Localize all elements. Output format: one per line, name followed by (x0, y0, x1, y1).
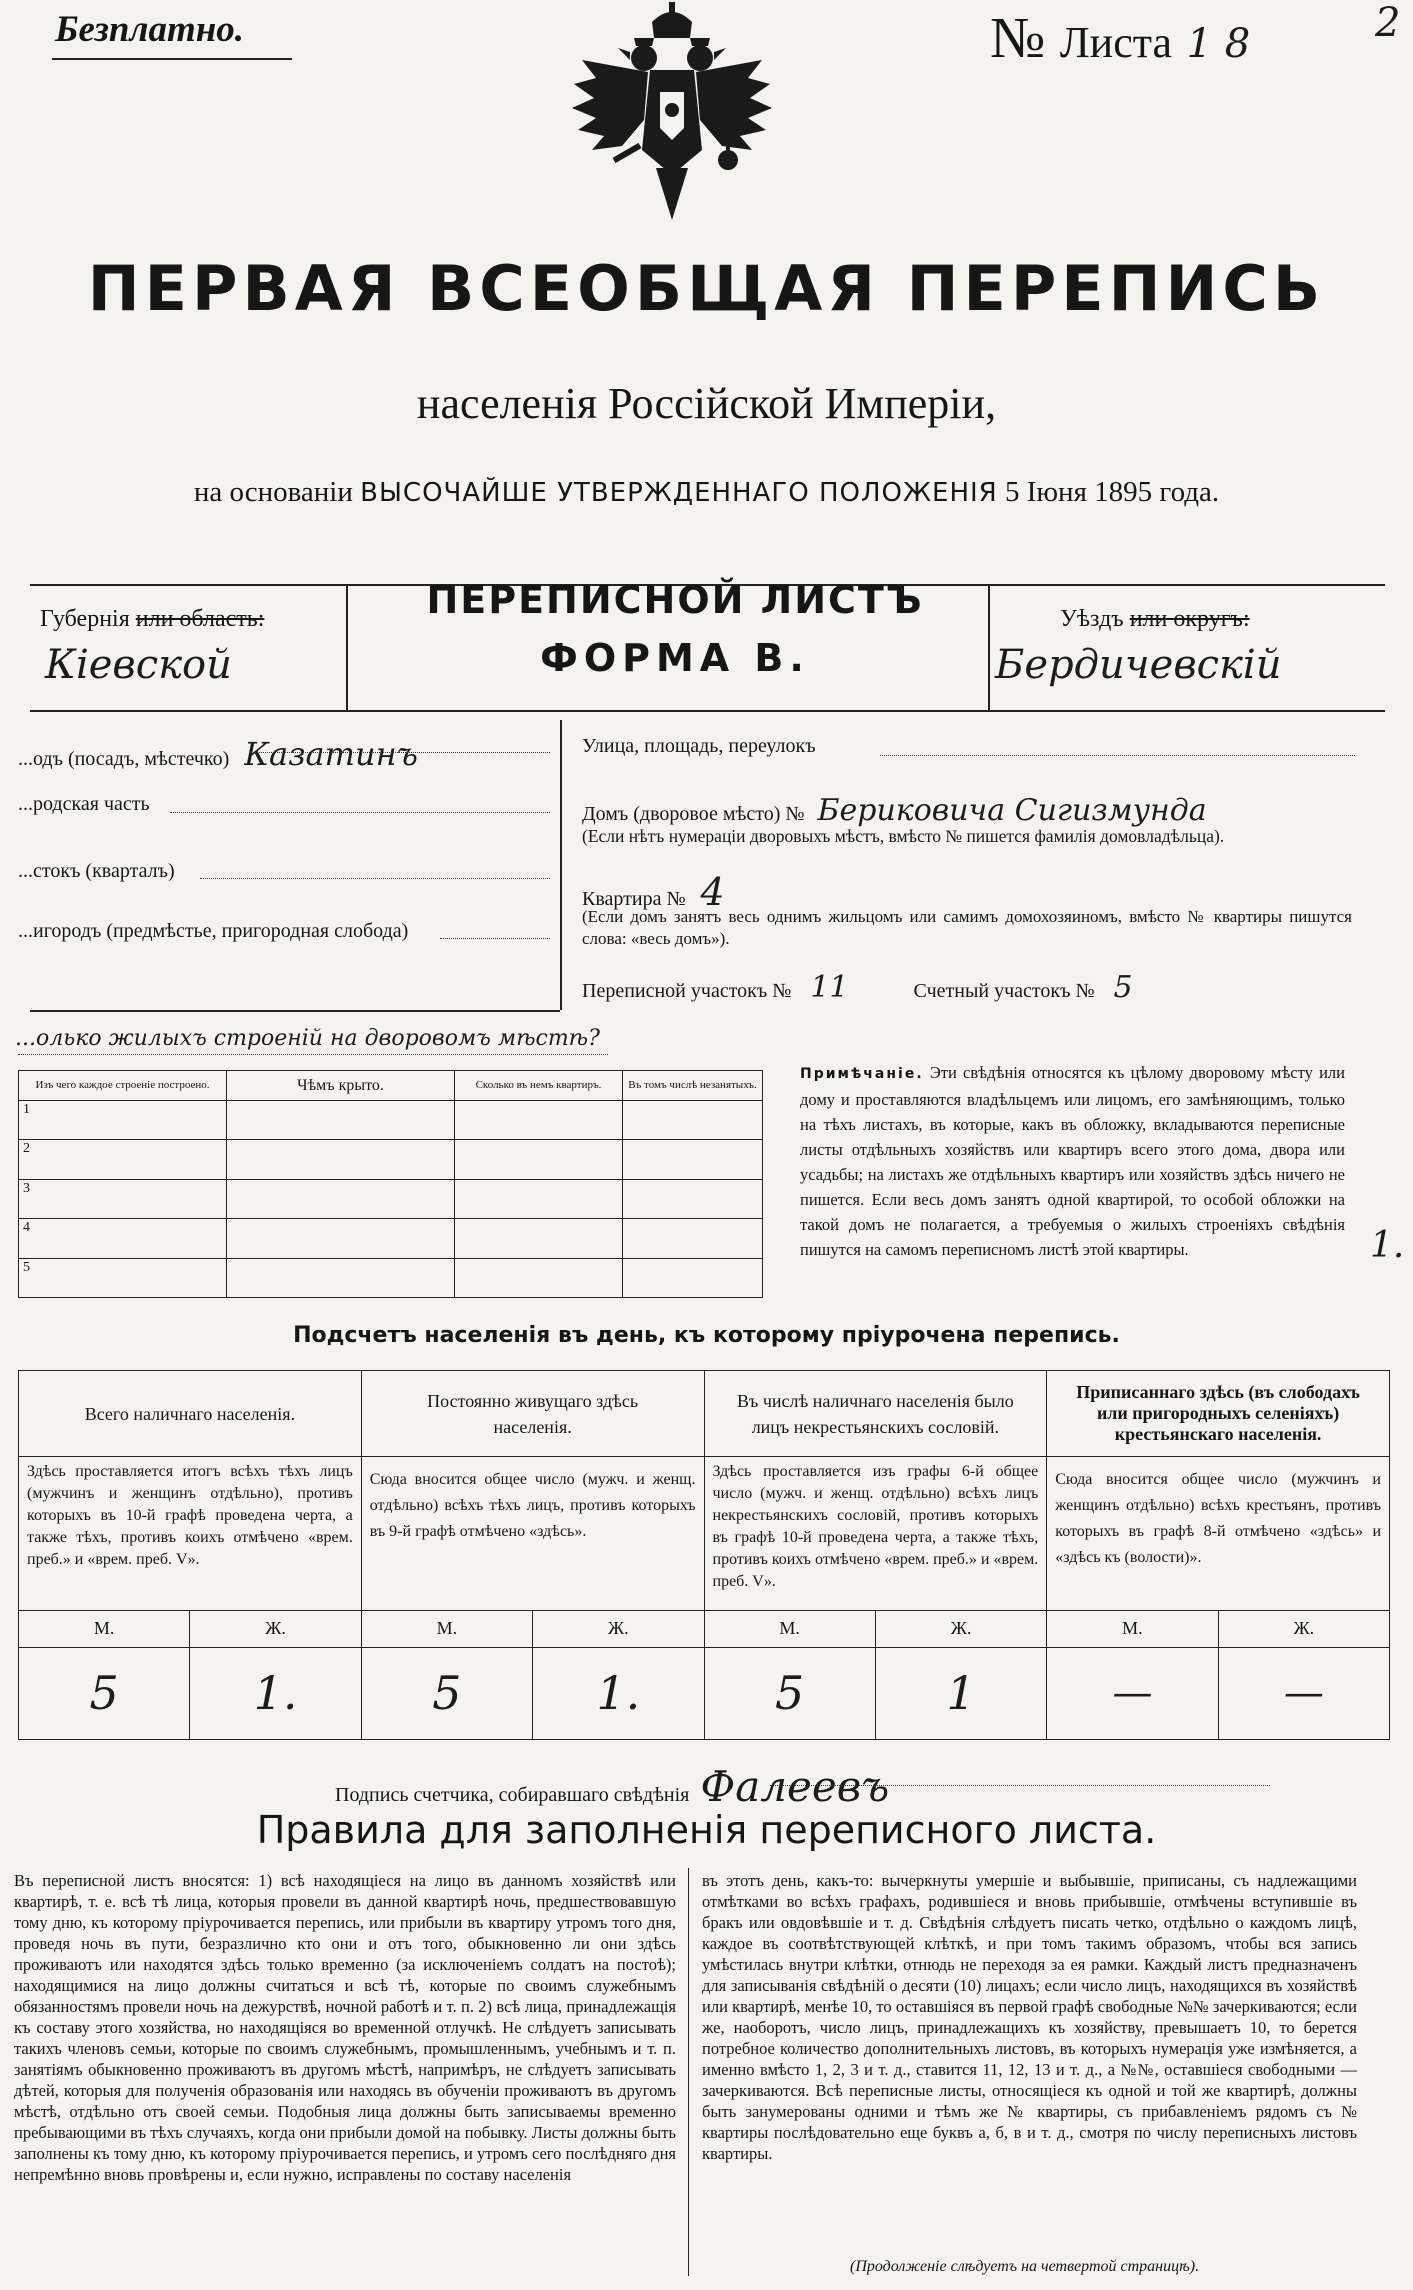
signature-label: Подпись счетчика, собиравшаго свѣдѣнія (335, 1784, 690, 1806)
table-row (19, 1258, 763, 1297)
count-head-permanent: Постоянно живущаго здѣсь населенія. (361, 1371, 704, 1457)
count-desc-peasant: Сюда вносится общее число (мужчинъ и женщинъ отдѣльно) всѣхъ крестьянъ, противъ которыхъ въ графѣ 8-й отмѣчено «здѣсь» и «здѣсь къ (волости)». (1047, 1457, 1390, 1611)
present-female-value: 1. (190, 1647, 361, 1739)
suburb-label: ...игородъ (предмѣстье, пригородная слобода) (18, 920, 409, 942)
nonpeasant-female-value: 1 (875, 1647, 1046, 1739)
buildings-col-roof: Чѣмъ крыто. (227, 1071, 455, 1101)
rules-title: Правила для заполненія переписного листа. (256, 1808, 1157, 1852)
count-table (18, 1370, 1390, 1740)
house-field (582, 793, 1207, 828)
apartment-label: Квартира № (582, 888, 686, 910)
rules-continued: (Продолженіе слѣдуетъ на четвертой страницѣ). (850, 2258, 1200, 2275)
row-number: 3 (19, 1179, 227, 1218)
count-area-value: 5 (1113, 970, 1133, 1005)
legal-basis (0, 476, 1413, 509)
page-subtitle: населенія Россійской Имперіи, (416, 379, 997, 428)
rules-divider (688, 1868, 689, 2276)
province-label: Губернія (40, 606, 130, 632)
signature-underline (770, 1785, 1270, 1786)
page-title: ПЕРВАЯ ВСЕОБЩАЯ ПЕРЕПИСЬ (87, 252, 1326, 325)
free-label: Безплатно. (55, 9, 245, 50)
row-number: 2 (19, 1140, 227, 1179)
census-area-label: Переписной участокъ № (582, 980, 792, 1002)
table-row (19, 1179, 763, 1218)
count-title: Подсчетъ населенія въ день, къ которому пріурочена перепись. (293, 1323, 1120, 1348)
count-head-nonpeasant: Въ числѣ наличнаго населенія было лицъ некрестьянскихъ сословій. (704, 1371, 1047, 1457)
female-label: Ж. (533, 1610, 704, 1647)
female-label: Ж. (875, 1610, 1046, 1647)
row-number: 4 (19, 1219, 227, 1258)
remark-head: Примѣчаніе. (800, 1066, 924, 1082)
census-area-value: 11 (810, 970, 849, 1005)
town-underline (250, 752, 550, 753)
basis-suffix: 5 Іюня 1895 года. (1004, 476, 1220, 508)
apartment-note: (Если домъ занятъ весь однимъ жильцомъ или самимъ домохозяиномъ, вмѣсто № квартиры пишутся слова: «весь домъ»). (582, 907, 1352, 948)
buildings-table (18, 1070, 763, 1298)
buildings-col-material: Изъ чего каждое строеніе построено. (19, 1071, 227, 1101)
basis-caps: ВЫСОЧАЙШЕ УТВЕРЖДЕННАГО ПОЛОЖЕНІЯ (360, 478, 998, 508)
table-row (19, 1219, 763, 1258)
apartment-value: 4 (700, 870, 725, 914)
rules-left-column: Въ переписной листъ вносятся: 1) всѣ находящіеся на лицо въ данномъ хозяйствѣ или квартирѣ, т. е. всѣ тѣ лица, которыя провели въ данной квартирѣ ночь, предшествовавшую тому дню, къ которому пріурочивается перепись, или прибыли въ квартиру утромъ того дня, проведя ночь въ пути, безразлично кто они и отъ того, обыкновенно ли они здѣсь проживаютъ или находятся здѣсь только временно (за исключеніемъ солдатъ на постоѣ); находящимися на лицо должны считаться и всѣ тѣ, которые по своимъ служебнымъ обязанностямъ провели ночь на дежурствѣ, ночной работѣ и т. п. 2) всѣ лица, принадлежащія къ составу этого хозяйства, но находящіяся во временной отлучкѣ. Не слѣдуетъ записывать такихъ членовъ семьи, которые по своимъ служебнымъ, промышленнымъ, учебнымъ и т. п. занятіямъ обыкновенно проживаютъ въ другомъ мѣстѣ, напримѣръ, не слѣдуетъ записывать дѣтей, которыя для полученія образованія или находясь въ обученіи проживаютъ въ другомъ мѣстѣ, отдѣльно отъ своей семьи. Подобныя лица должны быть записываемы временно пребывающими въ тѣхъ случаяхъ, когда они прибыли домой на побывку. Листы должны быть заполнены къ тому дню, къ которому пріурочивается перепись, и утромъ сего послѣдняго дня непремѣнно вновь провѣрены и, если нужно, исправлены по составу населенія (14, 1871, 676, 2184)
male-label: М. (704, 1610, 875, 1647)
male-label: М. (361, 1610, 532, 1647)
signature-value: Фалеевъ (700, 1762, 890, 1811)
town-label: ...одъ (посадъ, мѣстечко) (18, 748, 230, 770)
table-row (19, 1101, 763, 1140)
sheet-value: 1 8 (1186, 21, 1251, 67)
remark-text: Эти свѣдѣнія относятся къ цѣлому дворовому мѣсту или дому и проставляются владѣльцемъ или лицомъ, его замѣняющимъ, только на тѣхъ листахъ, въ которые, какъ въ обложку, вкладываются переписные листы отдѣльныхъ хозяйствъ или квартиръ всего этого дома, двора или усадьбы; на листахъ же отдѣльныхъ квартиръ или хозяйствъ здѣсь ничего не пишется. Если весь домъ занятъ одной квартирой, то особой обложки на такой домъ не полагается, а требуемыя о жилыхъ строеніяхъ свѣдѣнія пишутся на самомъ переписномъ листѣ этой квартиры. (800, 1063, 1345, 1259)
town-part-label: ...родская часть (18, 793, 150, 815)
sheet-form: ФОРМА В. (540, 636, 810, 680)
province-value: Кіевской (45, 642, 232, 688)
district-label: Уѣздъ (1060, 606, 1124, 632)
signature-field (335, 1762, 889, 1811)
female-label: Ж. (190, 1610, 361, 1647)
street-label: Улица, площадь, переулокъ (582, 735, 816, 757)
quarter-label: ...стокъ (кварталъ) (18, 860, 175, 882)
count-head-present: Всего наличнаго населенія. (19, 1371, 362, 1457)
nonpeasant-male-value: 5 (704, 1647, 875, 1739)
census-area-field (582, 970, 1133, 1005)
peasant-female-value: — (1218, 1647, 1389, 1739)
number-sign: № (990, 5, 1046, 70)
rules-right-column: въ этотъ день, какъ-то: вычеркнуты умершіе и выбывшіе, приписаны, съ надлежащими отмѣтками во всѣхъ графахъ, родившіеся и вновь прибывшіе, отмѣчены вступившіе въ бракъ или овдовѣвшіе и т. д. Свѣдѣнія слѣдуетъ писать четко, отдѣльно о каждомъ лицѣ, каждое въ соотвѣтствующей клѣткѣ, и при томъ такимъ образомъ, чтобы вся запись умѣстилась внутри клѣтки, отнюдь не переходя за ея рамки. Каждый листъ предназначенъ для записыванія свѣдѣній о десяти (10) лицахъ; если число лицъ, находящихся въ хозяйствѣ или квартирѣ, менѣе 10, то оставшіяся въ первой графѣ свободные №№ зачеркиваются; если же, наоборотъ, число лицъ, принадлежащихъ къ хозяйству, превышаетъ 10, то берется потребное количество дополнительныхъ листовъ, въ которыхъ нумерація уже измѣняется, а именно вмѣсто 1, 2, 3 и т. д., ставится 11, 12, 13 и т. д., а №№, оставшіеся свободными — зачеркиваются. Всѣ переписные листы, относящіеся къ одной и той же квартирѣ, должны быть занумерованы одними и тѣмъ же № квартиры, съ прибавленіемъ рядомъ съ № квартиры послѣдовательно еще буквъ а, б, в и т. д., смотря по числу переписныхъ листовъ квартиры. (702, 1871, 1357, 2163)
permanent-female-value: 1. (533, 1647, 704, 1739)
header-rule-bottom (30, 710, 1385, 712)
left-fields-bottom (30, 1010, 560, 1012)
peasant-male-value: — (1047, 1647, 1218, 1739)
male-label: М. (19, 1610, 190, 1647)
margin-mark-top: 2 (1375, 0, 1401, 46)
district-label-group (1060, 606, 1250, 633)
buildings-col-apartments: Сколько въ немъ квартиръ. (455, 1071, 623, 1101)
remark (800, 1060, 1345, 1262)
district-struck: или округъ: (1129, 606, 1250, 632)
basis-prefix: на основаніи (193, 476, 353, 508)
free-underline (52, 58, 292, 60)
province-struck: или область: (135, 606, 265, 632)
town-value: Казатинъ (244, 735, 418, 773)
quarter-underline (200, 878, 550, 879)
count-desc-present: Здѣсь проставляется итогъ всѣхъ тѣхъ лицъ (мужчинъ и женщинъ отдѣльно), противъ которыхъ въ 10-й графѣ проведена черта, а также тѣхъ, противъ коихъ отмѣчено «врем. преб.» и «врем. преб. V». (19, 1457, 362, 1611)
margin-mark-remark: 1. (1370, 1225, 1405, 1266)
sheet-label: Листа (1059, 18, 1173, 67)
table-row (19, 1140, 763, 1179)
province-label-group (40, 606, 264, 633)
female-label: Ж. (1218, 1610, 1389, 1647)
count-desc-permanent: Сюда вносится общее число (мужч. и женщ. отдѣльно) всѣхъ тѣхъ лицъ, противъ которыхъ въ 9-й графѣ отмѣчено «здѣсь». (361, 1457, 704, 1611)
buildings-col-vacant: Въ томъ числѣ незанятыхъ. (623, 1071, 763, 1101)
permanent-male-value: 5 (361, 1647, 532, 1739)
buildings-question: ...олько жилыхъ строеній на дворовомъ мѣстѣ? (15, 1026, 600, 1051)
district-value: Бердичевскій (995, 642, 1282, 688)
sheet-number (990, 4, 1250, 71)
buildings-question-underline (18, 1054, 608, 1055)
province-divider (346, 584, 348, 710)
town-field (18, 735, 418, 773)
suburb-underline (440, 938, 550, 939)
count-head-peasant: Приписаннаго здѣсь (въ слободахъ или пригородныхъ селеніяхъ) крестьянскаго населенія. (1047, 1371, 1390, 1457)
town-part-underline (170, 812, 550, 813)
row-number: 5 (19, 1258, 227, 1297)
double-headed-eagle-icon (552, 0, 792, 240)
count-area-label: Счетный участокъ № (913, 980, 1095, 1002)
house-value: Бериковича Сигизмунда (817, 793, 1207, 828)
address-divider (560, 720, 562, 1010)
count-desc-nonpeasant: Здѣсь проставляется изъ графы 6-й общее число (мужч. и женщ. отдѣльно) всѣхъ лицъ некрестьянскихъ сословій, противъ которыхъ въ графѣ 10-й проведена черта, а также тѣхъ, противъ коихъ отмѣчено «врем. преб.» и «врем. преб. V». (704, 1457, 1047, 1611)
house-label: Домъ (дворовое мѣсто) № (582, 803, 805, 825)
male-label: М. (1047, 1610, 1218, 1647)
sheet-name: ПЕРЕПИСНОЙ ЛИСТЪ (426, 578, 924, 622)
present-male-value: 5 (19, 1647, 190, 1739)
street-underline (880, 755, 1355, 756)
house-note: (Если нѣтъ нумераціи дворовыхъ мѣстъ, вмѣсто № пишется фамилія домовладѣльца). (582, 826, 1225, 846)
row-number: 1 (19, 1101, 227, 1140)
